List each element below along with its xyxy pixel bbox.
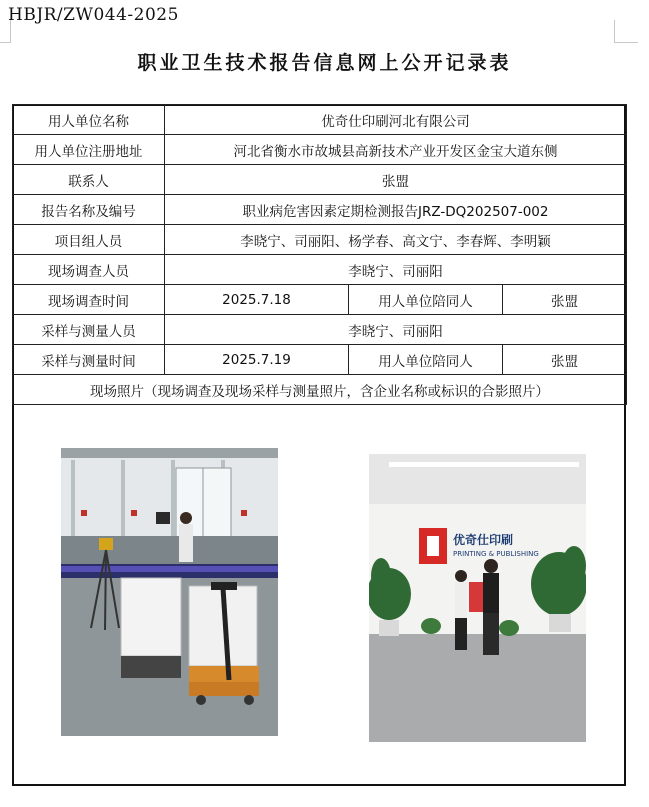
table-row <box>13 195 627 225</box>
photos-header: 现场照片（现场调查及现场采样与测量照片，含企业名称或标识的合影照片） <box>13 375 627 405</box>
table-row <box>13 375 627 405</box>
table-row <box>13 255 627 285</box>
table-row <box>13 225 627 255</box>
cell-label: 用人单位注册地址 <box>13 135 165 165</box>
table-row <box>13 105 627 135</box>
logo-brand: 优奇仕印刷 <box>453 533 514 547</box>
photo-area <box>14 424 624 784</box>
cell-label: 采样与测量时间 <box>13 345 165 375</box>
table-row <box>13 285 627 315</box>
cell-label: 采样与测量人员 <box>13 315 165 345</box>
cell-value: 李晓宁、司丽阳 <box>165 315 627 345</box>
cell-value: 2025.7.19 <box>165 345 349 375</box>
cell-label: 联系人 <box>13 165 165 195</box>
table-row <box>13 315 627 345</box>
cell-value: 张盟 <box>503 285 627 315</box>
crop-mark-left-h <box>0 42 10 43</box>
workshop-photo <box>61 448 278 736</box>
cell-value: 张盟 <box>165 165 627 195</box>
table-row <box>13 165 627 195</box>
group-photo <box>369 454 586 742</box>
cell-value: 李晓宁、司丽阳、杨学春、高文宁、李春辉、李明颖 <box>165 225 627 255</box>
document-code: HBJR/ZW044-2025 <box>8 5 179 25</box>
cell-label: 用人单位陪同人 <box>349 285 503 315</box>
page-title: 职业卫生技术报告信息网上公开记录表 <box>137 52 512 74</box>
cell-label: 现场调查人员 <box>13 255 165 285</box>
logo-sub: PRINTING & PUBLISHING <box>453 550 539 558</box>
table-row <box>13 135 627 165</box>
crop-mark-left <box>10 20 11 43</box>
cell-label: 现场调查时间 <box>13 285 165 315</box>
table-row <box>13 345 627 375</box>
crop-mark-right <box>614 20 615 42</box>
cell-label: 用人单位陪同人 <box>349 345 503 375</box>
cell-value: 优奇仕印刷河北有限公司 <box>165 105 627 135</box>
cell-label: 用人单位名称 <box>13 105 165 135</box>
cell-value: 河北省衡水市故城县高新技术产业开发区金宝大道东侧 <box>165 135 627 165</box>
cell-label: 报告名称及编号 <box>13 195 165 225</box>
cell-value: 职业病危害因素定期检测报告JRZ-DQ202507-002 <box>165 195 627 225</box>
cell-value: 张盟 <box>503 345 627 375</box>
cell-value: 2025.7.18 <box>165 285 349 315</box>
cell-label: 项目组人员 <box>13 225 165 255</box>
crop-mark-right-h <box>614 42 638 43</box>
record-table <box>12 104 627 405</box>
cell-value: 李晓宁、司丽阳 <box>165 255 627 285</box>
